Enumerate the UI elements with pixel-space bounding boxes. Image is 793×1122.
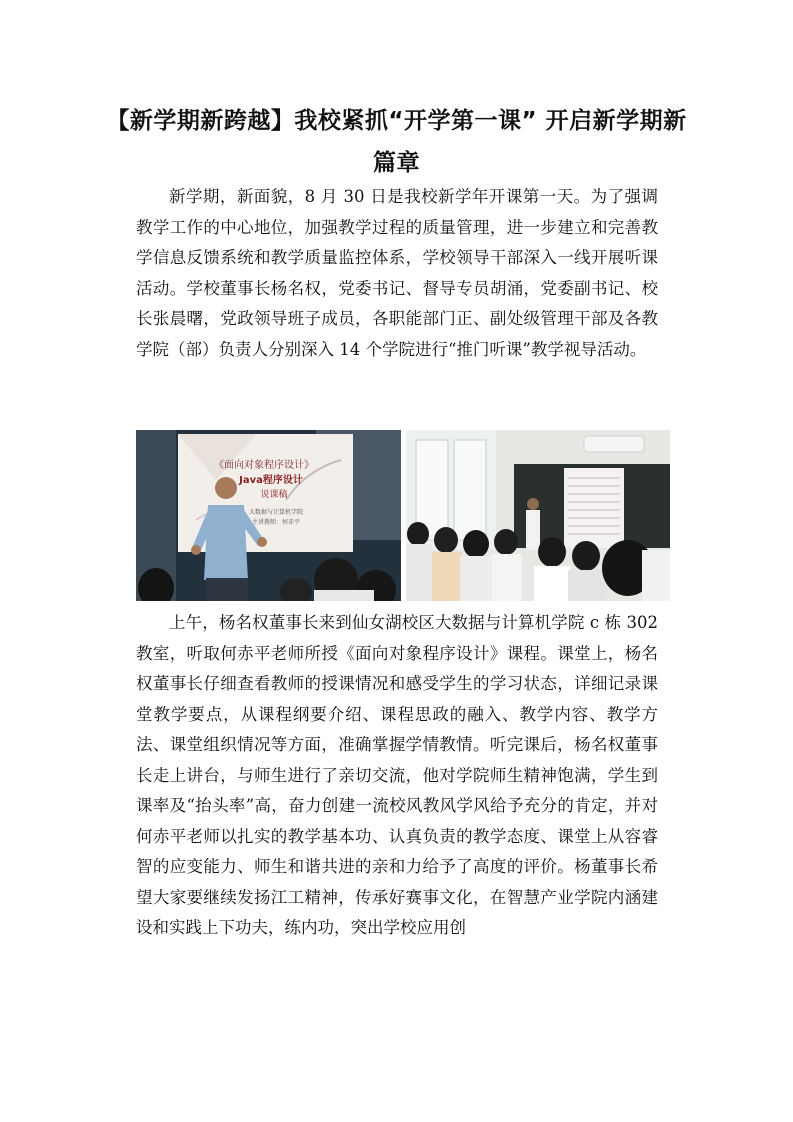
screen-line-1: 《面向对象程序设计》 — [214, 460, 314, 471]
article-title: 【新学期新跨越】我校紧抓“开学第一课” 开启新学期新篇章 — [106, 108, 687, 176]
screen-line-4: 大数据与计算机学院 — [248, 509, 304, 516]
classroom-photo-lecture — [136, 430, 401, 601]
screen-line-3: 说课稿 — [260, 490, 288, 500]
screen-line-5: 主讲教师：何赤平 — [251, 519, 301, 526]
article-paragraph-1: 新学期，新面貌，8 月 30 日是我校新学年开课第一天。为了强调教学工作的中心地位，加强教学过程的质量管理，进一步建立和完善教学信息反馈系统和教学质量监控体系，学校领导干部深入一线开展听课活动。学校董事长杨名权，党委书记、督导专员胡涌，党委副书记、校长张晨曙，党政领导班子成员，各职能部门正、副处级管理干部及各教学院（部）负责人分别深入 14 个学院进行“推门听课”教学视导活动。 — [136, 187, 658, 359]
classroom-photo-students — [406, 430, 670, 601]
article-paragraph-2: 上午，杨名权董事长来到仙女湖校区大数据与计算机学院 c 栋 302 教室，听取何赤平老师所授《面向对象程序设计》课程。课堂上，杨名权董事长仔细查看教师的授课情况和感受学生的学习状态，详细记录课堂教学要点，从课程纲要介绍、课程思政的融入、教学内容、教学方法、课堂组织情况等方面，准确掌握学情教情。听完课后，杨名权董事长走上讲台，与师生进行了亲切交流，他对学院师生精神饱满，学生到课率及“抬头率”高，奋力创建一流校风教风学风给予充分的肯定，并对何赤平老师以扎实的教学基本功、认真负责的教学态度、课堂上从容睿智的应变能力、师生和谐共进的亲和力给予了高度的评价。杨董事长希望大家要继续发扬江工精神，传承好赛事文化，在智慧产业学院内涵建设和实践上下功夫，练内功，突出学校应用创 — [136, 613, 658, 937]
screen-line-2: Java程序设计 — [239, 475, 303, 486]
